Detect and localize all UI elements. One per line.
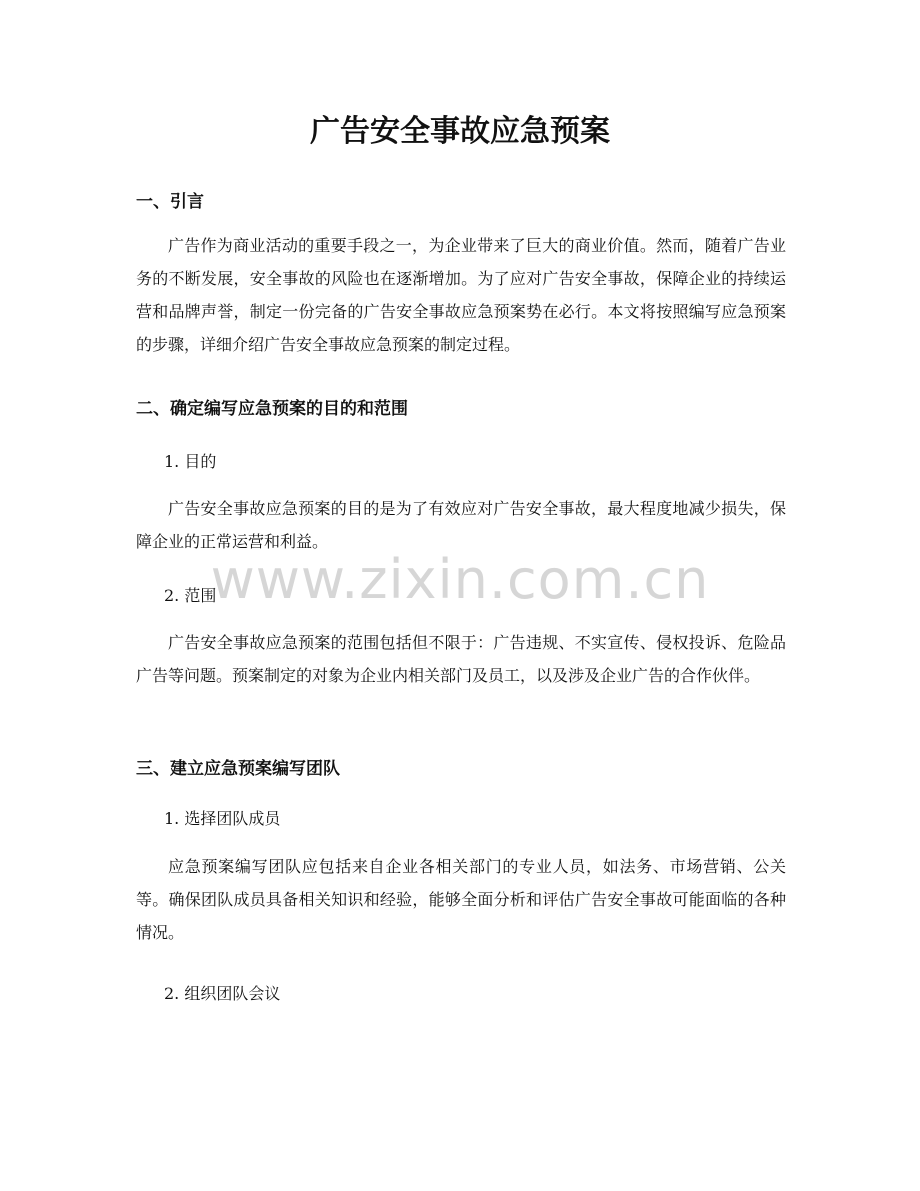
section-heading-team: 三、建立应急预案编写团队: [136, 759, 340, 779]
section-heading-purpose-scope: 二、确定编写应急预案的目的和范围: [136, 399, 408, 419]
subheading-select-members: 1. 选择团队成员: [164, 809, 281, 828]
subheading-purpose: 1. 目的: [164, 452, 217, 471]
purpose-paragraph: 广告安全事故应急预案的目的是为了有效应对广告安全事故，最大程度地减少损失，保障企业的正常运营和利益。: [136, 499, 786, 551]
section-heading-intro: 一、引言: [136, 192, 204, 212]
subheading-team-meeting: 2. 组织团队会议: [164, 984, 281, 1003]
document-title: 广告安全事故应急预案: [310, 114, 610, 149]
subheading-scope: 2. 范围: [164, 586, 217, 605]
intro-paragraph: 广告作为商业活动的重要手段之一，为企业带来了巨大的商业价值。然而，随着广告业务的不断发展，安全事故的风险也在逐渐增加。为了应对广告安全事故，保障企业的持续运营和品牌声誉，制定一份完备的广告安全事故应急预案势在必行。本文将按照编写应急预案的步骤，详细介绍广告安全事故应急预案的制定过程。: [136, 236, 786, 354]
select-members-paragraph: 应急预案编写团队应包括来自企业各相关部门的专业人员，如法务、市场营销、公关等。确保团队成员具备相关知识和经验，能够全面分析和评估广告安全事故可能面临的各种情况。: [136, 857, 786, 942]
scope-paragraph: 广告安全事故应急预案的范围包括但不限于：广告违规、不实宣传、侵权投诉、危险品广告等问题。预案制定的对象为企业内相关部门及员工，以及涉及企业广告的合作伙伴。: [136, 633, 786, 685]
watermark: www.zixin.com.cn: [210, 548, 710, 611]
